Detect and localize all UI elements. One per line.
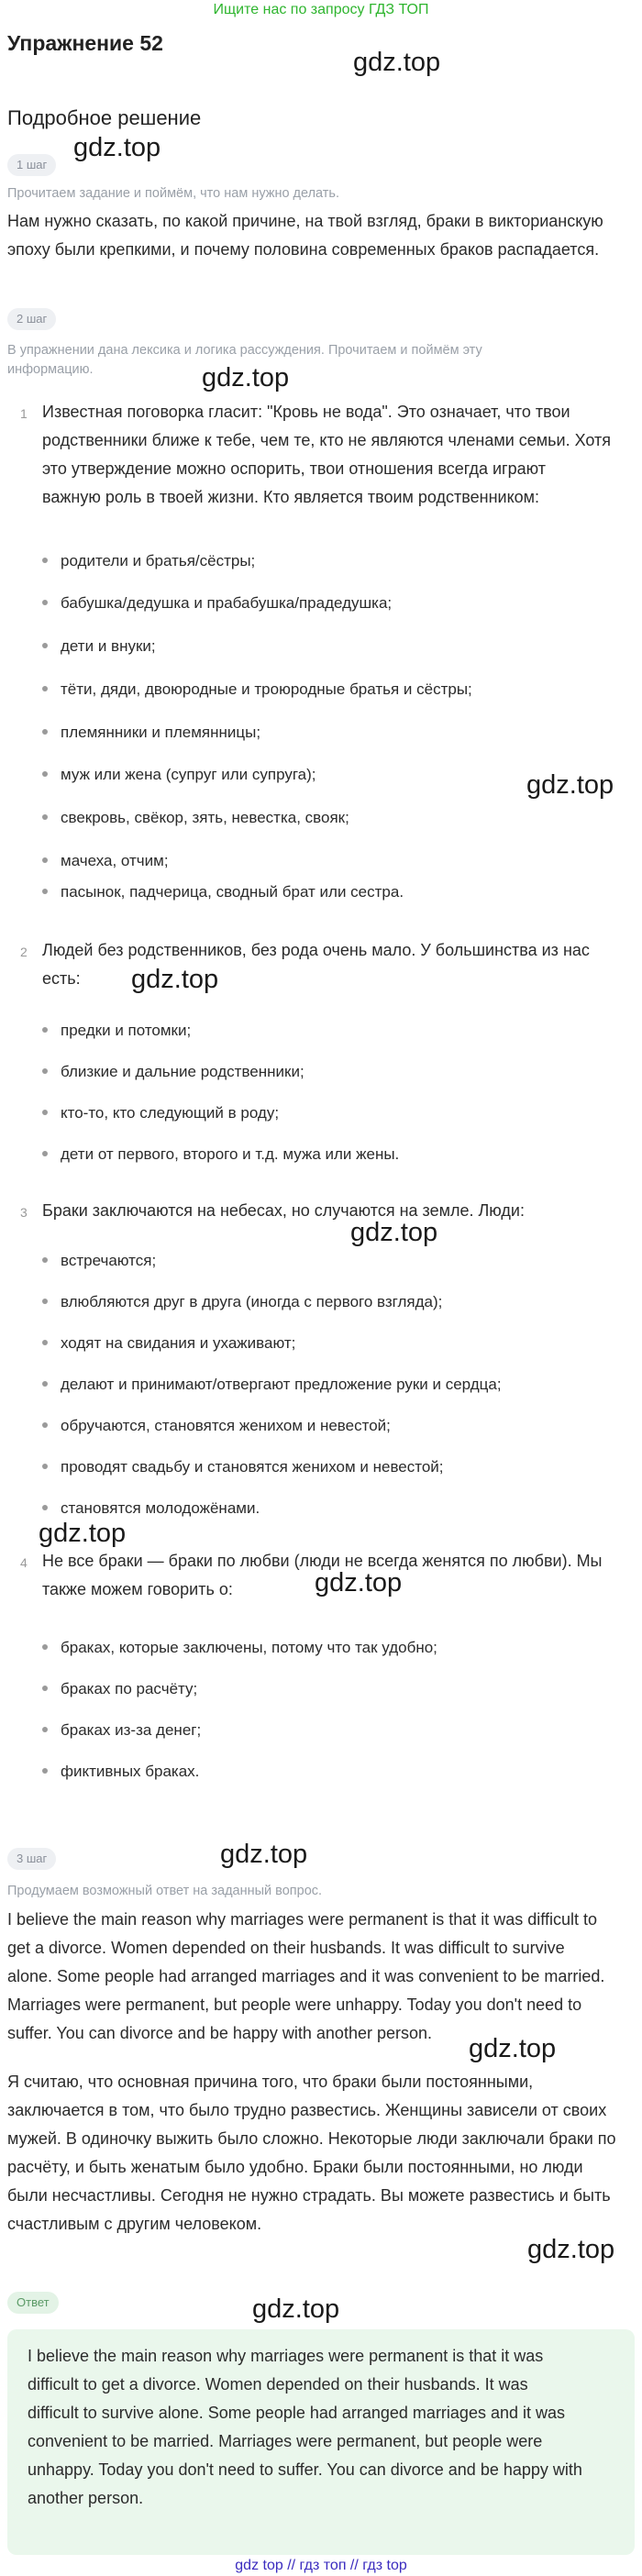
text-line: были несчастливы. Сегодня не нужно страдать. Вы можете развестись и быть <box>7 2186 611 2205</box>
hint-line: информацию. <box>7 362 94 377</box>
bullet-dot <box>42 686 48 691</box>
bullet-dot <box>42 1686 48 1691</box>
bullet-item: предки и потомки; <box>42 1020 629 1042</box>
text-line: convenient to be married. Marriages were permanent, but people were <box>28 2432 543 2450</box>
watermark: gdz.top <box>350 1218 438 1247</box>
item-2-number: 2 <box>20 945 28 959</box>
step-3-russian-text <box>7 2068 635 2239</box>
bullet-item: племянники и племянницы; <box>42 722 629 744</box>
bullet-item: кто-то, кто следующий в роду; <box>42 1102 629 1124</box>
bullet-item: обручаются, становятся женихом и невестой; <box>42 1415 629 1437</box>
solution-subtitle: Подробное решение <box>7 106 202 129</box>
watermark: gdz.top <box>469 2034 557 2063</box>
bullet-item: дети и внуки; <box>42 636 629 658</box>
text-line: another person. <box>28 2489 144 2507</box>
bullet-item: встречаются; <box>42 1250 629 1272</box>
bullet-dot <box>42 1381 48 1387</box>
bullet-item: свекровь, свёкор, зять, невестка, свояк; <box>42 807 629 829</box>
step-3-badge: 3 шаг <box>7 1848 56 1870</box>
watermark: gdz.top <box>39 1519 127 1548</box>
watermark: gdz.top <box>353 48 441 77</box>
text-line: I believe the main reason why marriages were permanent is that it was <box>28 2347 544 2365</box>
bullet-dot <box>42 1644 48 1650</box>
answer-badge: Ответ <box>7 2292 59 2314</box>
top-banner: Ищите нас по запросу ГДЗ ТОП <box>213 2 429 17</box>
text-line: Я считаю, что основная причина того, что браки были постоянными, <box>7 2073 534 2091</box>
step-1-hint: Прочитаем задание и поймём, что нам нужно делать. <box>7 186 340 201</box>
bullet-dot <box>42 1505 48 1510</box>
text-line: расчёту, и быть женатым было удобно. Браки были постоянными, но люди <box>7 2158 583 2176</box>
bullet-dot <box>42 1299 48 1304</box>
bullet-item: проводят свадьбу и становятся женихом и невестой; <box>42 1456 629 1478</box>
watermark: gdz.top <box>202 363 290 392</box>
item-1-number: 1 <box>20 406 28 421</box>
text-line: Людей без родственников, без рода очень мало. У большинства из нас <box>42 941 590 959</box>
item-3-number: 3 <box>20 1205 28 1220</box>
bullet-dot <box>42 889 48 894</box>
bullet-dot <box>42 1110 48 1115</box>
bullet-item: дети от первого, второго и т.д. мужа или жены. <box>42 1144 629 1166</box>
answer-box <box>7 2329 635 2555</box>
text-line: Не все браки — браки по любви (люди не всегда женятся по любви). Мы <box>42 1552 603 1570</box>
text-line: счастливым с другим человеком. <box>7 2215 262 2233</box>
text-line: difficult to get a divorce. Women depended on their husbands. It was <box>28 2375 528 2394</box>
answer-text <box>28 2342 614 2513</box>
text-line: Marriages were permanent, but people were unhappy. Today you don't need to <box>7 1996 582 2014</box>
watermark: gdz.top <box>526 770 614 800</box>
step-3-english-text <box>7 1906 635 2048</box>
item-3-text <box>42 1197 629 1225</box>
bullet-dot <box>42 1027 48 1033</box>
item-1-text <box>42 398 629 512</box>
step-1-badge: 1 шаг <box>7 154 56 176</box>
watermark: gdz.top <box>73 133 161 162</box>
bullet-item: близкие и дальние родственники; <box>42 1061 629 1083</box>
bullet-item: родители и братья/сёстры; <box>42 550 629 572</box>
bullet-dot <box>42 1151 48 1156</box>
text-line: alone. Some people had arranged marriages and it was convenient to be married. <box>7 1967 605 1985</box>
bullet-item: браках по расчёту; <box>42 1678 629 1700</box>
bullet-dot <box>42 643 48 648</box>
bullet-dot <box>42 1068 48 1074</box>
bullet-dot <box>42 1422 48 1428</box>
bullet-dot <box>42 600 48 605</box>
bullet-dot <box>42 1768 48 1774</box>
text-line: важную роль в твоей жизни. Кто является твоим родственником: <box>42 488 540 506</box>
bullet-item: мачеха, отчим; <box>42 850 629 872</box>
text-line: I believe the main reason why marriages were permanent is that it was difficult to <box>7 1910 597 1929</box>
bullet-dot <box>42 558 48 563</box>
watermark: gdz.top <box>527 2235 615 2264</box>
bullet-dot <box>42 857 48 863</box>
bullet-item: бабушка/дедушка и прабабушка/прадедушка; <box>42 592 629 614</box>
text-line: есть: <box>42 969 81 988</box>
text-line: заключается в том, что было трудно развестись. Женщины зависели от своих <box>7 2101 607 2119</box>
bullet-item: браках, которые заключены, потому что так удобно; <box>42 1637 629 1659</box>
bullet-item: муж или жена (супруг или супруга); <box>42 764 629 786</box>
text-line: это утверждение можно оспорить, твои отношения всегда играют <box>42 459 546 478</box>
text-line: difficult to survive alone. Some people had arranged marriages and it was <box>28 2404 566 2422</box>
bullet-item: влюбляются друг в друга (иногда с первого взгляда); <box>42 1291 629 1313</box>
text-line: Нам нужно сказать, по какой причине, на твой взгляд, браки в викторианскую <box>7 212 603 230</box>
hint-line: В упражнении дана лексика и логика рассуждения. Прочитаем и поймём эту <box>7 343 482 358</box>
footer-links[interactable]: gdz top // гдз топ // гдз top <box>235 2558 407 2573</box>
text-line: также можем говорить о: <box>42 1580 233 1598</box>
step-1-text <box>7 207 635 264</box>
bullet-item: делают и принимают/отвергают предложение руки и сердца; <box>42 1374 629 1396</box>
bullet-dot <box>42 1257 48 1263</box>
text-line: родственники ближе к тебе, чем те, кто не являются членами семьи. Хотя <box>42 431 612 449</box>
item-2-text <box>42 936 629 993</box>
text-line: эпоху были крепкими, и почему половина современных браков распадается. <box>7 240 600 259</box>
bullet-item: становятся молодожёнами. <box>42 1498 629 1520</box>
bullet-dot <box>42 1464 48 1469</box>
watermark: gdz.top <box>220 1840 308 1869</box>
bullet-dot <box>42 771 48 777</box>
text-line: Браки заключаются на небесах, но случаются на земле. Люди: <box>42 1201 525 1220</box>
text-line: get a divorce. Women depended on their husbands. It was difficult to survive <box>7 1939 565 1957</box>
bullet-item: тёти, дяди, двоюродные и троюродные братья и сёстры; <box>42 679 629 701</box>
step-3-hint: Продумаем возможный ответ на заданный вопрос. <box>7 1884 323 1898</box>
bullet-item: ходят на свидания и ухаживают; <box>42 1332 629 1354</box>
step-2-badge: 2 шаг <box>7 308 56 330</box>
watermark: gdz.top <box>131 965 219 994</box>
item-4-number: 4 <box>20 1555 28 1570</box>
watermark: gdz.top <box>315 1568 403 1598</box>
watermark: gdz.top <box>252 2294 340 2324</box>
exercise-title: Упражнение 52 <box>7 31 163 55</box>
bullet-item: браках из-за денег; <box>42 1719 629 1741</box>
bullet-item: пасынок, падчерица, сводный брат или сестра. <box>42 881 629 903</box>
text-line: unhappy. Today you don't need to suffer. You can divorce and be happy with <box>28 2460 582 2479</box>
bullet-dot <box>42 814 48 820</box>
text-line: Известная поговорка гласит: "Кровь не вода". Это означает, что твои <box>42 403 570 421</box>
bullet-dot <box>42 1727 48 1732</box>
text-line: мужей. В одиночку выжить было сложно. Некоторые люди заключали браки по <box>7 2129 616 2148</box>
bullet-dot <box>42 729 48 735</box>
bullet-item: фиктивных браках. <box>42 1761 629 1783</box>
bullet-dot <box>42 1340 48 1345</box>
text-line: suffer. You can divorce and be happy with another person. <box>7 2024 432 2042</box>
